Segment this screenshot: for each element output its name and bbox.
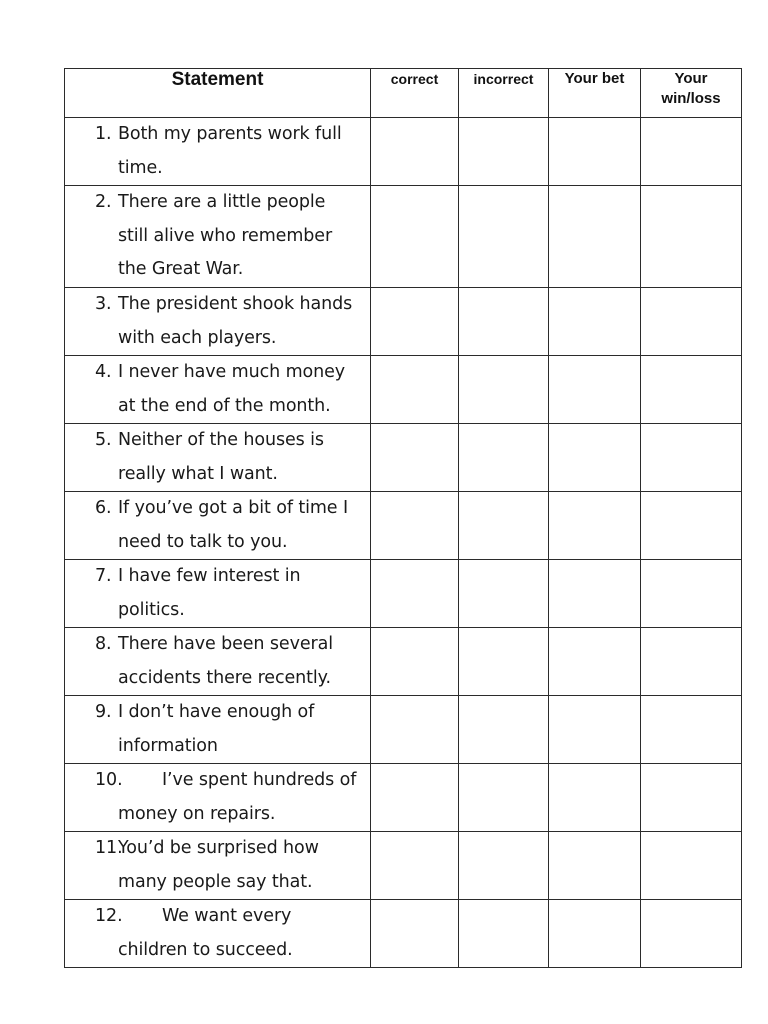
statement-line: accidents there recently. [118, 667, 331, 688]
incorrect-cell[interactable] [459, 186, 549, 288]
table-row [65, 764, 742, 832]
correct-cell[interactable] [371, 560, 459, 628]
statement-line: information [118, 735, 218, 756]
table-row [65, 628, 742, 696]
statement-line: with each players. [118, 327, 277, 348]
correct-cell[interactable] [371, 628, 459, 696]
statement-cell [65, 424, 371, 492]
table-row [65, 288, 742, 356]
win-loss-cell[interactable] [641, 628, 742, 696]
statement-line: really what I want. [118, 463, 278, 484]
statement-line: I’ve spent hundreds of [162, 770, 357, 790]
statement-cell [65, 832, 371, 900]
your-bet-cell[interactable] [549, 424, 641, 492]
statement-number: 10. [95, 770, 123, 790]
correct-cell[interactable] [371, 492, 459, 560]
incorrect-cell[interactable] [459, 832, 549, 900]
your-bet-cell[interactable] [549, 492, 641, 560]
correct-cell[interactable] [371, 186, 459, 288]
statement-number: 4. [95, 362, 112, 382]
statement-number: 8. [95, 634, 112, 654]
your-bet-cell[interactable] [549, 764, 641, 832]
statement-line: Neither of the houses is [118, 430, 324, 450]
your-bet-cell[interactable] [549, 288, 641, 356]
win-loss-cell[interactable] [641, 492, 742, 560]
incorrect-cell[interactable] [459, 492, 549, 560]
incorrect-cell[interactable] [459, 764, 549, 832]
incorrect-cell[interactable] [459, 628, 549, 696]
header-correct: correct [371, 69, 459, 118]
statement-cell [65, 288, 371, 356]
statement-line: If you’ve got a bit of time I [118, 498, 349, 518]
win-loss-cell[interactable] [641, 356, 742, 424]
incorrect-cell[interactable] [459, 696, 549, 764]
correct-cell[interactable] [371, 696, 459, 764]
statement-line: still alive who remember [118, 225, 333, 246]
statement-line: There have been several [118, 634, 333, 654]
statement-line: time. [118, 157, 163, 178]
statement-line: the Great War. [118, 259, 244, 279]
statement-line: many people say that. [118, 871, 313, 892]
correct-cell[interactable] [371, 900, 459, 968]
your-bet-cell[interactable] [549, 628, 641, 696]
statement-cell [65, 628, 371, 696]
table-row [65, 492, 742, 560]
header-your-win-loss [641, 69, 742, 118]
table-row [65, 424, 742, 492]
win-loss-cell[interactable] [641, 764, 742, 832]
statement-cell [65, 492, 371, 560]
statement-number: 3. [95, 294, 112, 314]
statement-line: politics. [118, 599, 185, 620]
your-bet-cell[interactable] [549, 356, 641, 424]
statement-number: 9. [95, 702, 112, 722]
statement-line: There are a little people [118, 192, 326, 212]
incorrect-cell[interactable] [459, 560, 549, 628]
statement-line: I have few interest in [118, 566, 301, 586]
correct-cell[interactable] [371, 832, 459, 900]
statement-line: We want every [162, 906, 292, 926]
table-row [65, 560, 742, 628]
correct-cell[interactable] [371, 424, 459, 492]
win-loss-cell[interactable] [641, 186, 742, 288]
incorrect-cell[interactable] [459, 288, 549, 356]
table-row [65, 832, 742, 900]
statement-line: at the end of the month. [118, 395, 331, 416]
table-row [65, 356, 742, 424]
statement-line: need to talk to you. [118, 531, 288, 552]
statement-line: children to succeed. [118, 939, 293, 960]
table-row [65, 900, 742, 968]
statement-line: Both my parents work full [118, 124, 342, 144]
statement-number: 1. [95, 124, 112, 144]
table-row [65, 118, 742, 186]
your-bet-cell[interactable] [549, 900, 641, 968]
statement-line: The president shook hands [118, 294, 353, 314]
statement-cell [65, 764, 371, 832]
win-loss-cell[interactable] [641, 696, 742, 764]
statement-number: 5. [95, 430, 112, 450]
statement-line: I never have much money [118, 362, 346, 382]
statement-cell [65, 560, 371, 628]
incorrect-cell[interactable] [459, 118, 549, 186]
statement-betting-table [64, 68, 742, 968]
statement-cell [65, 900, 371, 968]
win-loss-cell[interactable] [641, 288, 742, 356]
statement-line: I don’t have enough of [118, 702, 315, 722]
incorrect-cell[interactable] [459, 900, 549, 968]
win-loss-cell[interactable] [641, 118, 742, 186]
header-your-win-loss-line1: Your [674, 70, 708, 87]
incorrect-cell[interactable] [459, 356, 549, 424]
win-loss-cell[interactable] [641, 560, 742, 628]
header-your-win-loss-line2: win/loss [661, 90, 721, 107]
statement-cell [65, 696, 371, 764]
statement-cell [65, 118, 371, 186]
header-incorrect: incorrect [459, 69, 549, 118]
table-row [65, 186, 742, 288]
statement-line: money on repairs. [118, 803, 276, 824]
statement-line: You’d be surprised how [118, 838, 319, 858]
correct-cell[interactable] [371, 118, 459, 186]
correct-cell[interactable] [371, 356, 459, 424]
correct-cell[interactable] [371, 288, 459, 356]
statement-cell [65, 186, 371, 288]
statement-cell [65, 356, 371, 424]
statement-number: 2. [95, 192, 112, 212]
statement-number: 12. [95, 906, 123, 926]
your-bet-cell[interactable] [549, 118, 641, 186]
incorrect-cell[interactable] [459, 424, 549, 492]
table-row [65, 696, 742, 764]
win-loss-cell[interactable] [641, 424, 742, 492]
your-bet-cell[interactable] [549, 832, 641, 900]
header-your-bet: Your bet [549, 69, 641, 118]
correct-cell[interactable] [371, 764, 459, 832]
win-loss-cell[interactable] [641, 900, 742, 968]
header-statement: Statement [65, 69, 371, 118]
win-loss-cell[interactable] [641, 832, 742, 900]
statement-number: 7. [95, 566, 112, 586]
your-bet-cell[interactable] [549, 696, 641, 764]
statement-number: 6. [95, 498, 112, 518]
your-bet-cell[interactable] [549, 186, 641, 288]
statement-number: 11. [95, 838, 123, 858]
your-bet-cell[interactable] [549, 560, 641, 628]
table-header-row [65, 69, 742, 118]
